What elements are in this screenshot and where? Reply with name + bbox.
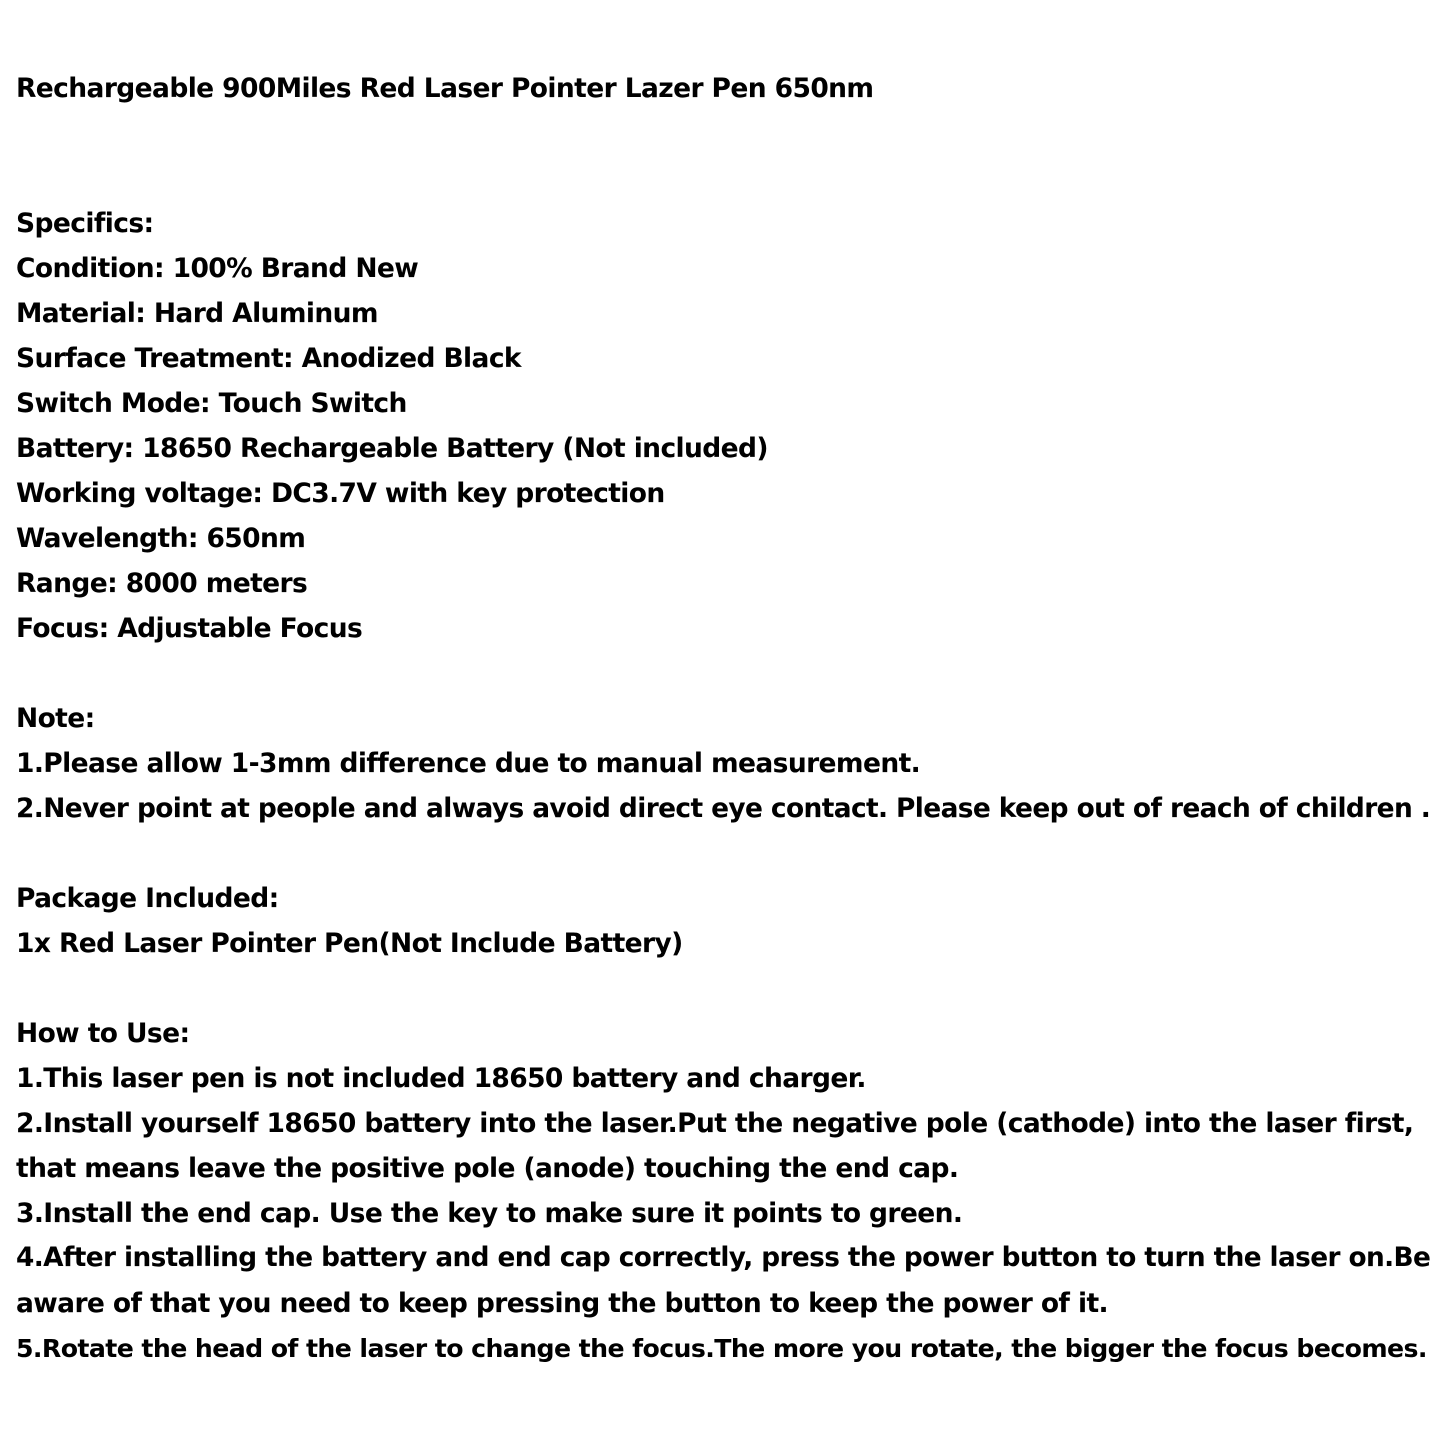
how-to-use-step: 1.This laser pen is not included 18650 battery and charger. — [16, 1063, 866, 1094]
how-to-use-heading: How to Use: — [16, 1018, 190, 1049]
how-to-use-step-continued: that means leave the positive pole (anode) touching the end cap. — [16, 1153, 959, 1184]
spacer — [16, 831, 1431, 876]
spec-material: Material: Hard Aluminum — [16, 298, 378, 329]
spec-battery: Battery: 18650 Rechargeable Battery (Not included) — [16, 433, 768, 464]
spec-surface-treatment: Surface Treatment: Anodized Black — [16, 343, 521, 374]
how-to-use-section — [16, 1011, 1431, 1371]
spec-switch-mode: Switch Mode: Touch Switch — [16, 388, 407, 419]
package-heading: Package Included: — [16, 883, 279, 914]
product-description — [16, 66, 1431, 1371]
spacer — [16, 966, 1431, 1011]
how-to-use-step: 3.Install the end cap. Use the key to make sure it points to green. — [16, 1198, 963, 1229]
spec-range: Range: 8000 meters — [16, 568, 308, 599]
how-to-use-step-continued: aware of that you need to keep pressing the button to keep the power of it. — [16, 1288, 1109, 1319]
how-to-use-step: 2.Install yourself 18650 battery into the laser.Put the negative pole (cathode) into the laser first, — [16, 1108, 1414, 1139]
how-to-use-step: 5.Rotate the head of the laser to change the focus.The more you rotate, the bigger the focus becomes. — [16, 1334, 1427, 1363]
product-title: Rechargeable 900Miles Red Laser Pointer Lazer Pen 650nm — [16, 73, 874, 104]
package-item: 1x Red Laser Pointer Pen(Not Include Battery) — [16, 928, 683, 959]
note-item: 1.Please allow 1-3mm difference due to manual measurement. — [16, 748, 921, 779]
spec-focus: Focus: Adjustable Focus — [16, 613, 363, 644]
spec-wavelength: Wavelength: 650nm — [16, 523, 306, 554]
spacer — [16, 651, 1431, 696]
how-to-use-step: 4.After installing the battery and end cap correctly, press the power button to turn the laser on.Be — [16, 1243, 1431, 1273]
note-item: 2.Never point at people and always avoid direct eye contact. Please keep out of reach of children . — [16, 793, 1431, 824]
specifics-section — [16, 201, 1431, 651]
spacer — [16, 111, 1431, 201]
spec-condition: Condition: 100% Brand New — [16, 253, 419, 284]
note-heading: Note: — [16, 703, 95, 734]
package-section — [16, 876, 1431, 966]
note-section — [16, 696, 1431, 831]
specifics-heading: Specifics: — [16, 208, 154, 239]
spec-working-voltage: Working voltage: DC3.7V with key protection — [16, 478, 665, 509]
